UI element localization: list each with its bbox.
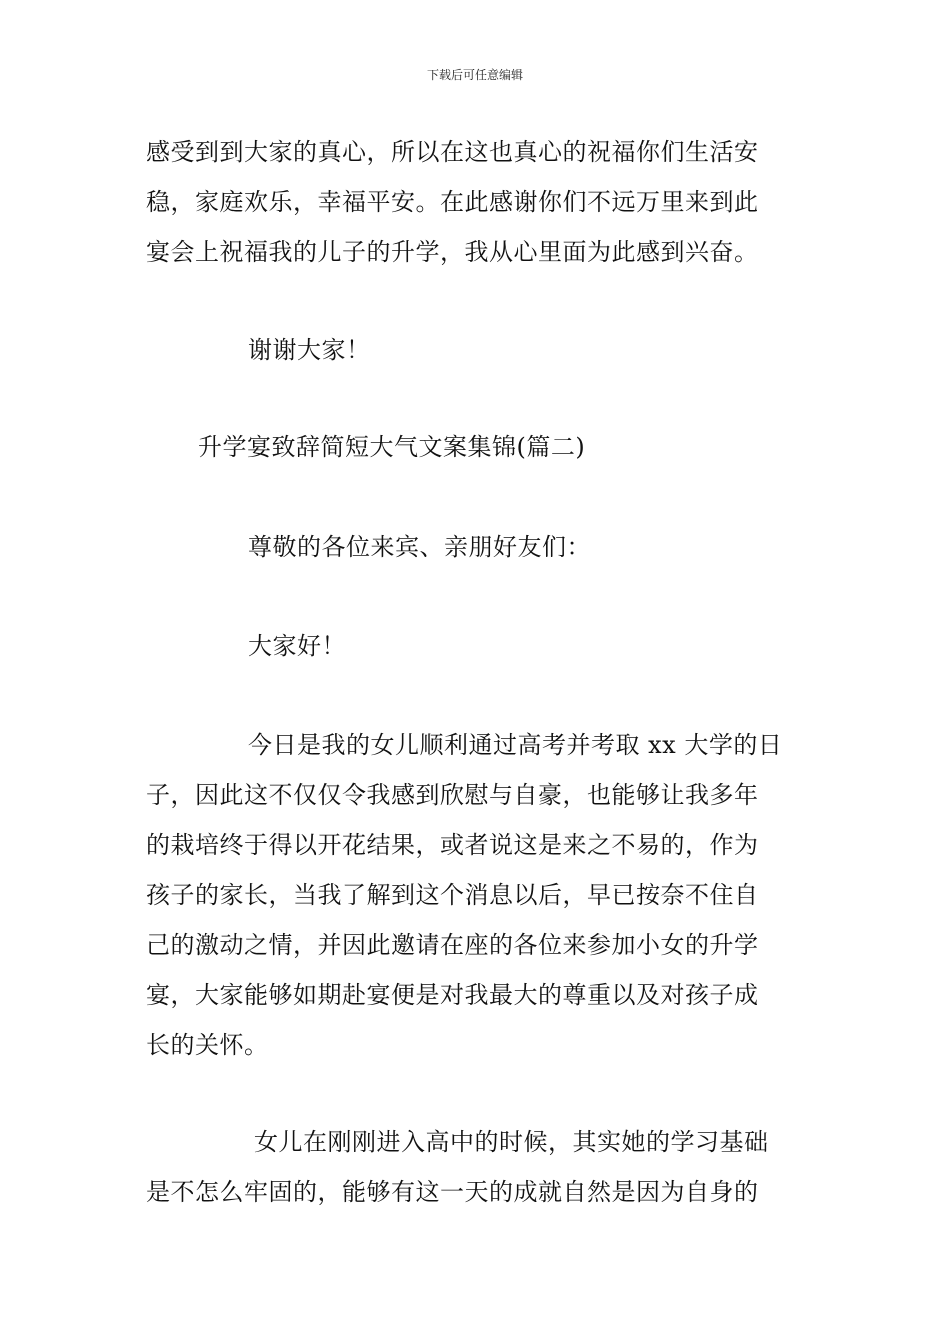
text-line: 的栽培终于得以开花结果，或者说这是来之不易的，作为: [146, 831, 759, 859]
text-line: 是不怎么牢固的，能够有这一天的成就自然是因为自身的: [146, 1178, 759, 1206]
paragraph-daughter: [146, 1117, 806, 1217]
text-line: 稳，家庭欢乐，幸福平安。在此感谢你们不远万里来到此: [146, 188, 759, 216]
text-line: 子，因此这不仅仅令我感到欣慰与自豪，也能够让我多年: [146, 781, 759, 809]
text-line: 尊敬的各位来宾、亲朋好友们：: [248, 533, 591, 561]
text-line: 女儿在刚刚进入高中的时候，其实她的学习基础: [254, 1128, 769, 1156]
paragraph-thanks: [146, 325, 806, 375]
text-line: 感受到到大家的真心，所以在这也真心的祝福你们生活安: [146, 138, 759, 166]
text-line: 谢谢大家！: [248, 336, 371, 364]
paragraph-main-body: [146, 720, 806, 1070]
text-line: 宴，大家能够如期赴宴便是对我最大的尊重以及对孩子成: [146, 981, 759, 1009]
paragraph-greeting: [146, 621, 806, 671]
text-line: 升学宴致辞简短大气文案集锦(篇二): [198, 433, 586, 461]
text-line: 孩子的家长，当我了解到这个消息以后，早已按奈不住自: [146, 881, 759, 909]
section-title: [146, 422, 806, 472]
text-line: 宴会上祝福我的儿子的升学，我从心里面为此感到兴奋。: [146, 238, 759, 266]
page-header: 下载后可任意编辑: [426, 68, 523, 82]
text-line: 长的关怀。: [146, 1031, 269, 1059]
text-line: 今日是我的女儿顺利通过高考并考取 xx 大学的日: [248, 731, 783, 759]
paragraph-closing-wishes: [146, 127, 806, 277]
text-line: 己的激动之情，并因此邀请在座的各位来参加小女的升学: [146, 931, 759, 959]
paragraph-salutation: [146, 522, 806, 572]
text-line: 大家好！: [248, 632, 346, 660]
